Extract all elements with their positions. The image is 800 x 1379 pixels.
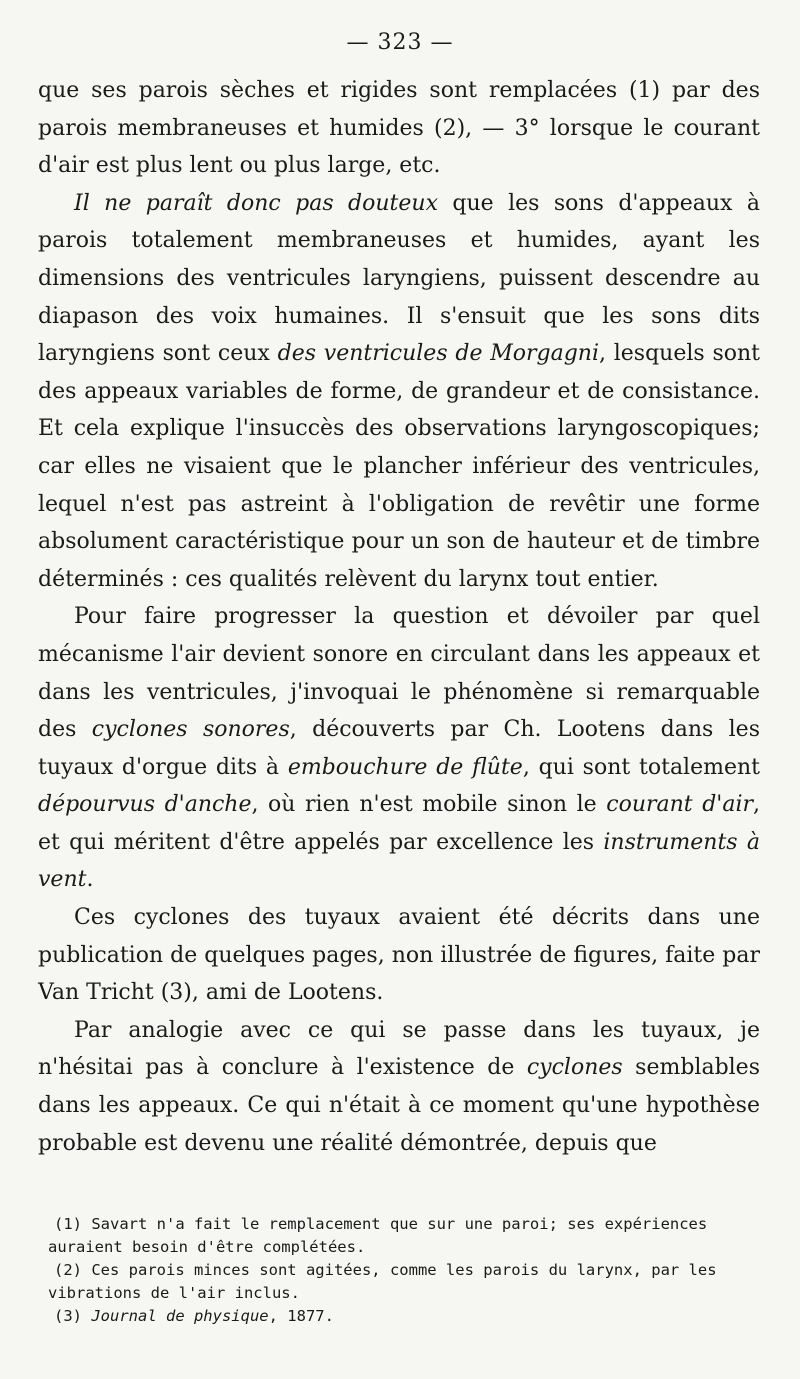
main-text	[38, 72, 760, 1162]
paragraph-3	[38, 598, 760, 899]
paragraph-1: que ses parois sèches et rigides sont remplacées (1) par des parois membraneuses et humides (2), — 3° lorsque le courant d'air est plus lent ou plus large, etc.	[38, 78, 760, 179]
text-run: , qui sont totalement	[522, 754, 761, 780]
text-run: .	[86, 867, 94, 893]
footnote-2: (2) Ces parois minces sont agitées, comme les parois du larynx, par les vibrations de l'air inclus.	[48, 1261, 717, 1302]
italic-phrase: des ventricules de Morgagni	[277, 341, 599, 367]
text-run: Pour faire progresser la question et dévoiler par quel mécanisme l'air devient sonore en circulant dans les appeaux et dans les ventricules, j'invoquai le phénomène si remarquable des	[38, 604, 760, 743]
paragraph-5	[38, 1012, 760, 1162]
italic-phrase: instruments à vent	[38, 829, 760, 893]
footnote-3	[48, 1305, 764, 1328]
italic-phrase: cyclones sonores	[91, 717, 290, 743]
text-run: , lesquels sont des appeaux variables de forme, de grandeur et de consistance. Et cela explique l'insuccès des observations laryngoscopiques; car elles ne visaient que le plancher inférieur des ventricules, lequel n'est pas astreint à l'obligation de revêtir une forme absolument caractéristique pour un son de hauteur et de timbre déterminés : ces qualités relèvent du larynx tout entier.	[38, 341, 760, 592]
paragraph-2	[38, 185, 760, 599]
italic-phrase: courant d'air	[606, 792, 753, 818]
footnote-number: (3)	[54, 1307, 92, 1325]
italic-phrase: embouchure de flûte	[287, 754, 523, 780]
text-run: , 1877.	[268, 1307, 334, 1325]
italic-phrase: cyclones	[526, 1055, 623, 1081]
text-run: , et qui méritent d'être appelés par excellence les	[38, 792, 760, 855]
text-run: Par analogie avec ce qui se passe dans les tuyaux, je n'hésitai pas à conclure à l'existence de	[38, 1017, 760, 1081]
italic-phrase: dépourvus d'anche	[38, 792, 252, 818]
page-number: — 323 —	[346, 30, 454, 55]
paragraph-4: Ces cyclones des tuyaux avaient été décrits dans une publication de quelques pages, non illustrée de figures, faite par Van Tricht (3), ami de Lootens.	[38, 905, 760, 1006]
journal-title: Journal de physique	[91, 1307, 269, 1325]
text-run: semblables dans les appeaux. Ce qui n'était à ce moment qu'une hypothèse probable est devenu une réalité démontrée, depuis que	[38, 1055, 760, 1156]
text-run: , où rien n'est mobile sinon le	[251, 792, 607, 818]
italic-phrase: Il ne paraît donc pas douteux	[74, 190, 438, 216]
text-run: que les sons d'appeaux à parois totalement membraneuses et humides, ayant les dimensions des ventricules laryngiens, puissent descendre au diapason des voix humaines. Il s'ensuit que les sons dits laryngiens sont ceux	[38, 190, 760, 367]
text-run: , découverts par Ch. Lootens dans les tuyaux d'orgue dits à	[38, 717, 760, 780]
footnote-1: (1) Savart n'a fait le remplacement que sur une paroi; ses expériences auraient besoin d'être complétées.	[48, 1215, 708, 1256]
footnotes	[48, 1213, 764, 1328]
